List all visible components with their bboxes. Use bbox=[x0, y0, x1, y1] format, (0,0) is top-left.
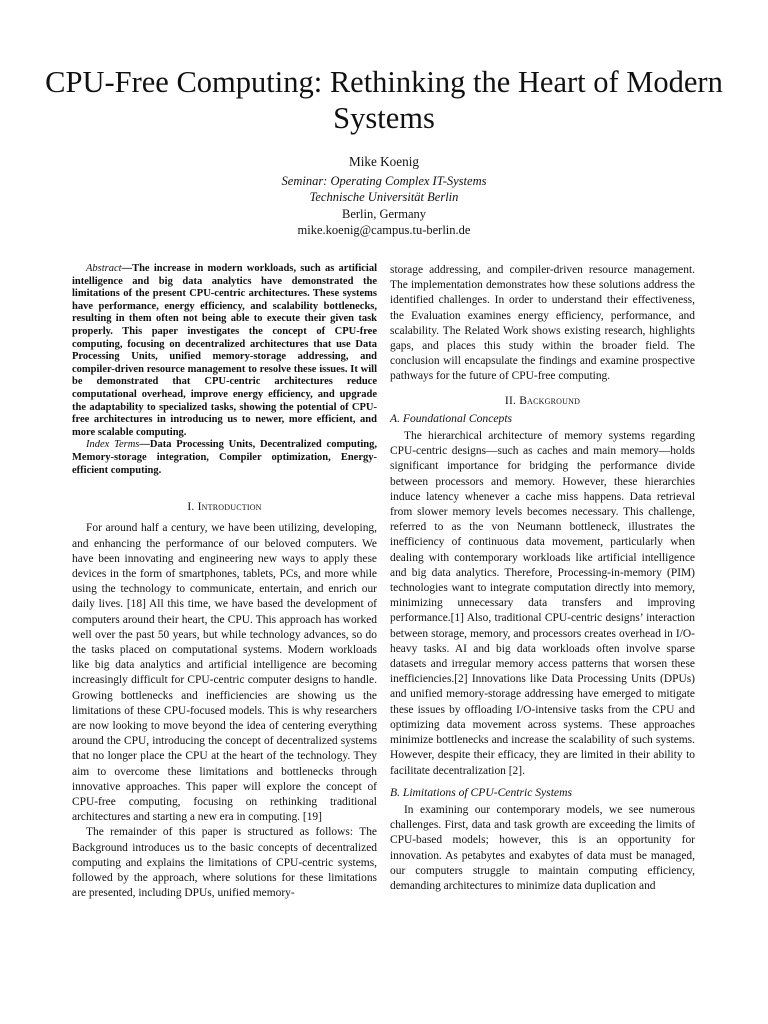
limitations-paragraph: In examining our contemporary models, we see numerous challenges. First, data and task growth are exceeding the limits of CPU-based models; however, this is an opportunity for innovation. As petabytes and exabytes of data must be managed, our computers struggle to maintain computing efficiency, demanding architectures to minimize data duplication and bbox=[390, 803, 695, 892]
author-university: Technische Universität Berlin bbox=[309, 190, 459, 205]
section-title: Background bbox=[519, 393, 581, 407]
intro-paragraph-1: For around half a century, we have been utilizing, developing, and enhancing the performance of our beloved computers. We have been innovating and engineering new ways to apply these devices in the form of smartphones, tablets, PCs, and more while using the technology to communicate, entertain, and enrich our daily lives. [18] All this time, we have based the development of computers around their heart, the CPU. This approach has worked well over the past 50 years, but while technology advances, so do the tasks placed on computational systems. Modern workloads like big data analytics and artificial intelligence are becoming increasingly difficult for CPU-centric computer designs to handle. Growing bottlenecks and inefficiencies are showing us the limitations of these CPU-focused models. This is why researchers are now looking to move beyond the idea of centering everything around the CPU, introducing the concept of decentralized systems that no longer place the CPU at the heart of the technology. They aim to overcome these limitations and bottlenecks through innovative approaches. This paper will explore the concept of CPU-free computing, focusing on rethinking traditional architectures and starting a new era in computing. [19] bbox=[72, 522, 377, 824]
author-seminar: Seminar: Operating Complex IT-Systems bbox=[281, 173, 487, 188]
section-heading-introduction bbox=[72, 499, 377, 514]
abstract-label: Abstract bbox=[86, 263, 122, 274]
author-block bbox=[0, 154, 768, 239]
index-terms bbox=[72, 439, 377, 477]
author-location: Berlin, Germany bbox=[341, 206, 426, 221]
section-title: Introduction bbox=[197, 500, 262, 514]
index-terms-label: Index Terms bbox=[86, 439, 140, 451]
abstract-text: —The increase in modern workloads, such as artificial intelligence and big data analytics have demonstrated the limitations of the present CPU-centric architectures. These systems have performance, energy efficiency, and scalability bottlenecks, resulting in them often not being able to execute their given task properly. This paper investigates the concept of CPU-free computing, focusing on decentralized architectures that use Data Processing Units, unified memory-storage addressing, and compiler-driven resource management to resolve these issues. It will be demonstrated that CPU-centric architectures reduce computational overhead, improve energy efficiency, and upgrade the adaptability to specialized tasks, showing the potential of CPU-free architectures in introducing us to newer, more efficient, and more scalable computing. bbox=[72, 263, 377, 438]
left-column bbox=[72, 263, 377, 901]
abstract bbox=[72, 263, 377, 439]
foundational-concepts-paragraph: The hierarchical architecture of memory systems regarding CPU-centric designs—such as caches and main memory—holds significant importance for bridging the performance divide between processors and memory. However, these hierarchies induce latency whenever a cache miss happens. Data retrieval from slower memory levels becomes necessary. This challenge, referred to as the von Neumann bottleneck, illustrates the inefficiency of continuous data movement, particularly when dealing with contemporary workloads like artificial intelligence and big data analytics. Therefore, Processing-in-memory (PIM) technologies want to integrate computation directly into memory, minimizing unnecessary data transfers and improving performance.[1] Also, traditional CPU-centric designs’ interaction between storage, memory, and processors creates overhead in I/O-heavy tasks. AI and big data workloads often involve sparse datasets and irregular memory access patterns that worsen these inefficiencies.[2] Innovations like Data Processing Units (DPUs) and unified memory-storage addressing have emerged to mitigate these issues by offloading I/O-intensive tasks from the CPU and optimizing data movement across systems. These approaches minimize bottlenecks and increase the scalability of such systems. However, despite their efficacy, they are limited in their ability to facilitate decentralization [2]. bbox=[390, 430, 695, 777]
section-number: II. bbox=[504, 393, 517, 407]
section-number: I. bbox=[187, 500, 195, 514]
section-heading-background bbox=[390, 393, 695, 408]
index-terms-text: —Data Processing Units, Decentralized computing, Memory-storage integration, Compiler optimization, Energy-efficient computing. bbox=[72, 439, 378, 476]
author-email: mike.koenig@campus.tu-berlin.de bbox=[297, 223, 471, 238]
author-name: Mike Koenig bbox=[349, 154, 419, 169]
intro-paragraph-2-continued: storage addressing, and compiler-driven resource management. The implementation demonstrates how these solutions address the identified challenges. In order to understand their effectiveness, the Evaluation examines energy efficiency, performance, and scalability. The Related Work shows existing research, highlights gaps, and places this study within the broader field. The conclusion will encapsulate the findings and examine prospective pathways for the future of CPU-free computing. bbox=[390, 264, 695, 383]
subsection-heading-limitations: B. Limitations of CPU-Centric Systems bbox=[390, 785, 572, 799]
paper-title: CPU-Free Computing: Rethinking the Heart of Modern Systems bbox=[45, 65, 723, 135]
intro-paragraph-2: The remainder of this paper is structured as follows: The Background introduces us to the basic concepts of decentralized computing and explains the limitations of CPU-centric systems, followed by the approach, where solutions for these limitations are presented, including DPUs, unified memory- bbox=[72, 826, 377, 900]
subsection-heading-foundational-concepts: A. Foundational Concepts bbox=[390, 411, 513, 425]
right-column bbox=[390, 263, 695, 894]
